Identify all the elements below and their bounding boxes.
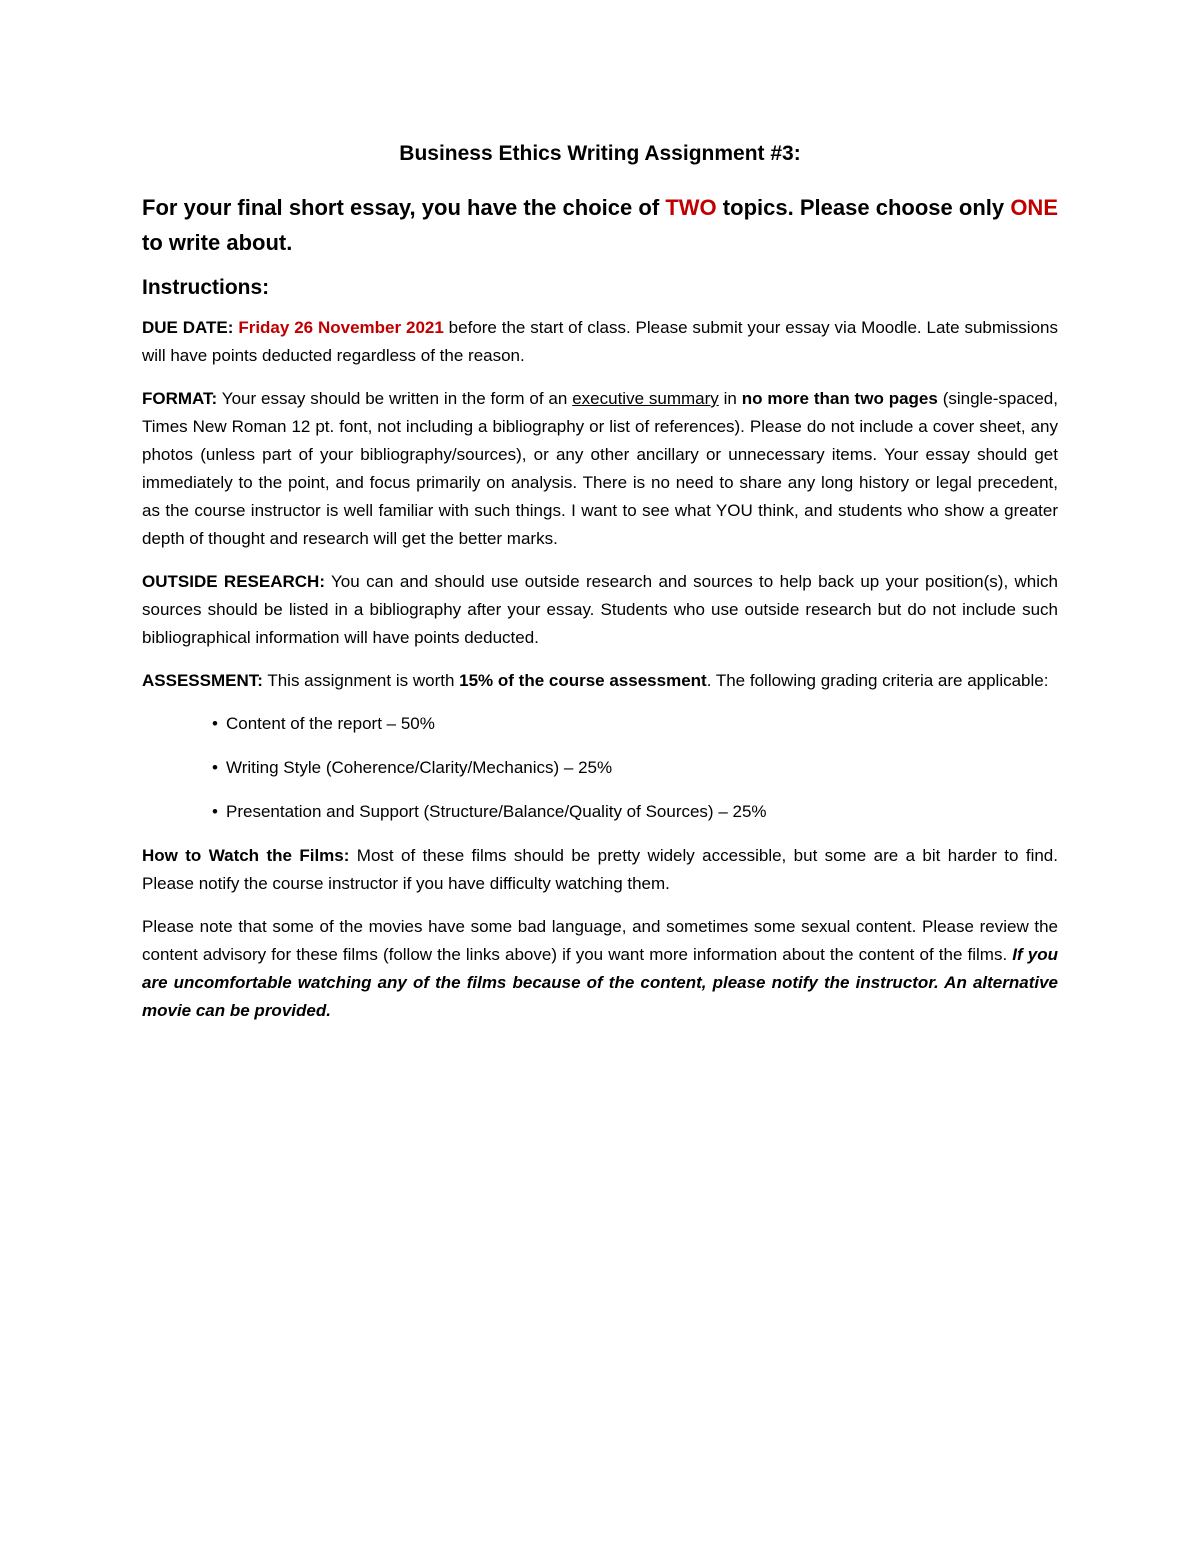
intro-text-2: topics. Please choose only [716,195,1011,220]
criterion-presentation: Presentation and Support (Structure/Balance/Quality of Sources) – 25% [226,802,767,821]
document-page [142,140,1058,1040]
list-item [212,710,1058,738]
page-limit-emphasis: no more than two pages [741,389,938,408]
document-title: Business Ethics Writing Assignment #3: [399,142,801,165]
intro-one-emphasis: ONE [1010,195,1058,220]
intro-text-3: to write about. [142,230,293,255]
executive-summary-underline: executive summary [572,389,719,408]
format-text-1: Your essay should be written in the form of an [217,389,573,408]
outside-research-text: You can and should use outside research and sources to help back up your position(s), which sources should be listed in a bibliography after your essay. Students who use outside research but do not include such bibliographical information will have points deducted. [142,572,1058,647]
format-text-2: in [718,389,742,408]
intro-statement [142,190,1058,260]
format-section [142,385,1058,553]
bullet-icon: • [212,714,218,733]
outside-research-label: OUTSIDE RESEARCH: [142,572,325,591]
assessment-text-2: . The following grading criteria are applicable: [706,671,1049,690]
content-note-emphasis: If you are uncomfortable watching any of the films because of the content, please notify the instructor. An alternative movie can be provided. [142,945,1058,1020]
bullet-icon: • [212,802,218,821]
films-section [142,842,1058,898]
assessment-section [142,667,1058,695]
criterion-content: Content of the report – 50% [226,714,435,733]
assessment-weight-emphasis: 15% of the course assessment [459,671,707,690]
bullet-icon: • [212,758,218,777]
format-text-3: (single-spaced, Times New Roman 12 pt. font, not including a bibliography or list of references). Please do not include a cover sheet, any photos (unless part of your bibliography/sources), or any other ancillary or unnecessary items. Your essay should get immediately to the point, and focus primarily on analysis. There is no need to share any long history or legal precedent, as the course instructor is well familiar with such things. I want to see what YOU think, and students who show a greater depth of thought and research will get the better marks. [142,389,1058,548]
due-date-section [142,314,1058,370]
films-text: Most of these films should be pretty widely accessible, but some are a bit harder to find. Please notify the course instructor if you have difficulty watching them. [142,846,1058,893]
intro-two-emphasis: TWO [665,195,717,220]
instructions-heading: Instructions: [142,276,270,299]
outside-research-section [142,568,1058,652]
assessment-label: ASSESSMENT: [142,671,263,690]
list-item [212,754,1058,782]
format-label: FORMAT: [142,389,218,408]
due-date-text: before the start of class. Please submit your essay via Moodle. Late submissions will have points deducted regardless of the reason. [142,318,1058,365]
films-label: How to Watch the Films: [142,846,350,865]
content-note-text: Please note that some of the movies have some bad language, and sometimes some sexual content. Please review the content advisory for these films (follow the links above) if you want more information about the content of the films. [142,917,1058,964]
due-date-value: Friday 26 November 2021 [238,318,444,337]
assessment-text-1: This assignment is worth [262,671,460,690]
intro-text-1: For your final short essay, you have the choice of [142,195,666,220]
due-date-label: DUE DATE: [142,318,234,337]
criterion-writing-style: Writing Style (Coherence/Clarity/Mechanics) – 25% [226,758,613,777]
grading-criteria-list [142,710,1058,826]
list-item [212,798,1058,826]
content-note-section [142,913,1058,1025]
